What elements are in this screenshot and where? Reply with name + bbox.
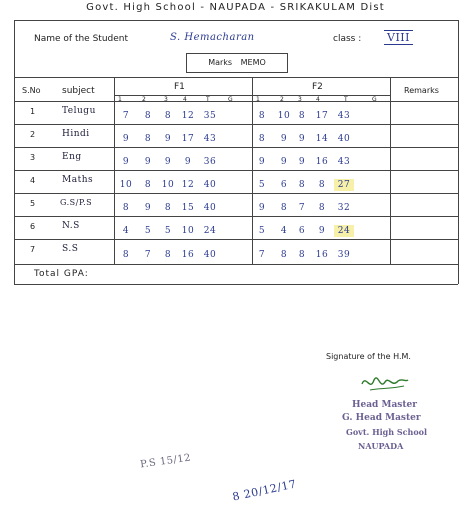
row-5-f1-3: 8 [164,203,172,213]
row-4-f2-4: 8 [318,180,326,190]
row-6-f1-1: 4 [122,226,130,236]
date-note: 8 20/12/17 [231,477,298,504]
col-subject-right [114,77,115,264]
row-4-sno: 4 [30,176,36,185]
row-4-f2-t-highlighted: 27 [334,179,354,191]
row-4-f2-3: 8 [298,180,306,190]
row-3-sno: 3 [30,153,36,162]
row-6-f1-3: 5 [164,226,172,236]
row-1-f1-1: 7 [122,111,130,121]
row-4-subject: Maths [62,175,94,185]
f1-sub-g: G [228,96,233,103]
header-subject: subject [62,86,95,96]
f2-sub-4: 4 [316,96,320,103]
row-5-f1-2: 9 [144,203,152,213]
row-1-f1-2: 8 [144,111,152,121]
row-3-subject: Eng [62,152,82,162]
row-line [14,239,458,240]
hm-signature [360,372,410,394]
row-6-f2-2: 4 [280,226,288,236]
row-5-f1-t: 40 [203,203,217,213]
row-3-f2-2: 9 [280,157,288,167]
row-line [14,170,458,171]
row-line [14,193,458,194]
row-4-f1-4: 12 [181,180,195,190]
row-2-f1-2: 8 [144,134,152,144]
row-6-f2-1: 5 [258,226,266,236]
row-5-subject: G.S/P.S [60,198,93,207]
row-6-subject: N.S [62,221,80,231]
row-7-f2-1: 7 [258,250,266,260]
f2-sub-g: G [372,96,377,103]
f1-sub-2: 2 [142,96,146,103]
row-3-f2-3: 9 [298,157,306,167]
f1-sub-1: 1 [118,96,122,103]
row-3-f1-1: 9 [122,157,130,167]
class-label: class : [333,34,362,44]
row-7-sno: 7 [30,245,36,254]
table-bottom [14,264,458,265]
total-gpa-label: Total GPA: [34,269,89,279]
row-5-f2-3: 7 [298,203,306,213]
memo-title: Marks MEMO [208,58,266,67]
student-name-label: Name of the Student [34,34,129,44]
row-4-f1-3: 10 [161,180,175,190]
row-7-f2-t: 39 [337,250,351,260]
row-2-f2-2: 9 [280,134,288,144]
row-6-f2-t-highlighted: 24 [334,225,354,237]
row-6-f1-2: 5 [144,226,152,236]
row-5-f1-1: 8 [122,203,130,213]
row-3-f2-1: 9 [258,157,266,167]
row-1-f2-1: 8 [258,111,266,121]
row-5-f2-2: 8 [280,203,288,213]
row-7-subject: S.S [62,244,79,254]
f2-sub-3: 3 [298,96,302,103]
row-2-f1-3: 9 [164,134,172,144]
row-3-f1-t: 36 [203,157,217,167]
stamp-line-4: NAUPADA [358,441,404,451]
frame-right [458,20,459,284]
row-2-f1-4: 17 [181,134,195,144]
header-f2: F2 [312,82,323,92]
row-3-f1-3: 9 [164,157,172,167]
row-3-f1-4: 9 [184,157,192,167]
row-3-f2-t: 43 [337,157,351,167]
f2-sub-1: 1 [256,96,260,103]
row-1-f2-t: 43 [337,111,351,121]
row-6-f1-4: 10 [181,226,195,236]
row-5-sno: 5 [30,199,36,208]
frame-bottom [14,284,458,285]
f2-sub-t: T [344,96,348,103]
row-2-f2-1: 8 [258,134,266,144]
row-1-f1-t: 35 [203,111,217,121]
row-2-sno: 2 [30,130,36,139]
frame-top [14,20,458,21]
header-remarks: Remarks [404,86,439,95]
row-1-subject: Telugu [62,106,96,116]
row-6-f2-4: 9 [318,226,326,236]
row-2-f2-3: 9 [298,134,306,144]
stamp-line-1: Head Master [352,400,417,410]
row-4-f2-1: 5 [258,180,266,190]
row-2-f1-t: 43 [203,134,217,144]
row-2-subject: Hindi [62,129,90,139]
row-6-f2-3: 6 [298,226,306,236]
f1-sub-4: 4 [183,96,187,103]
row-7-f1-1: 8 [122,250,130,260]
row-line [14,216,458,217]
frame-left [14,20,15,284]
f2-sub-2: 2 [280,96,284,103]
row-7-f1-4: 16 [181,250,195,260]
row-1-sno: 1 [30,107,36,116]
left-note: P.S 15/12 [139,452,192,471]
stamp-line-2: G. Head Master [342,413,421,423]
row-6-f1-t: 24 [203,226,217,236]
row-1-f2-3: 8 [298,111,306,121]
row-3-f2-4: 16 [315,157,329,167]
class-value: VIII [384,30,413,45]
school-header: Govt. High School - NAUPADA - SRIKAKULAM Dist [86,2,385,13]
row-4-f1-2: 8 [144,180,152,190]
f1-sub-t: T [206,96,210,103]
row-5-f2-4: 8 [318,203,326,213]
memo-box [186,53,288,73]
row-5-f1-4: 15 [181,203,195,213]
row-7-f2-3: 8 [298,250,306,260]
row-7-f2-4: 16 [315,250,329,260]
row-5-f2-t: 32 [337,203,351,213]
header-f1: F1 [174,82,185,92]
row-7-f1-2: 7 [144,250,152,260]
row-4-f1-t: 40 [203,180,217,190]
header-bottom [14,101,458,102]
row-2-f2-4: 14 [315,134,329,144]
row-2-f2-t: 40 [337,134,351,144]
header-sno: S.No [22,86,41,95]
row-1-f1-3: 8 [164,111,172,121]
row-4-f1-1: 10 [119,180,133,190]
row-7-f2-2: 8 [280,250,288,260]
signature-label: Signature of the H.M. [326,352,411,361]
row-1-f1-4: 12 [181,111,195,121]
f1-sub-3: 3 [164,96,168,103]
row-line [14,124,458,125]
row-7-f1-t: 40 [203,250,217,260]
row-6-sno: 6 [30,222,36,231]
row-1-f2-2: 10 [277,111,291,121]
row-5-f2-1: 9 [258,203,266,213]
student-name-value: S. Hemacharan [170,32,255,43]
row-3-f1-2: 9 [144,157,152,167]
row-7-f1-3: 8 [164,250,172,260]
row-4-f2-2: 6 [280,180,288,190]
row-line [14,147,458,148]
stamp-line-3: Govt. High School [346,427,428,437]
row-1-f2-4: 17 [315,111,329,121]
table-top [14,77,458,78]
col-f2-right [390,77,391,264]
row-2-f1-1: 9 [122,134,130,144]
